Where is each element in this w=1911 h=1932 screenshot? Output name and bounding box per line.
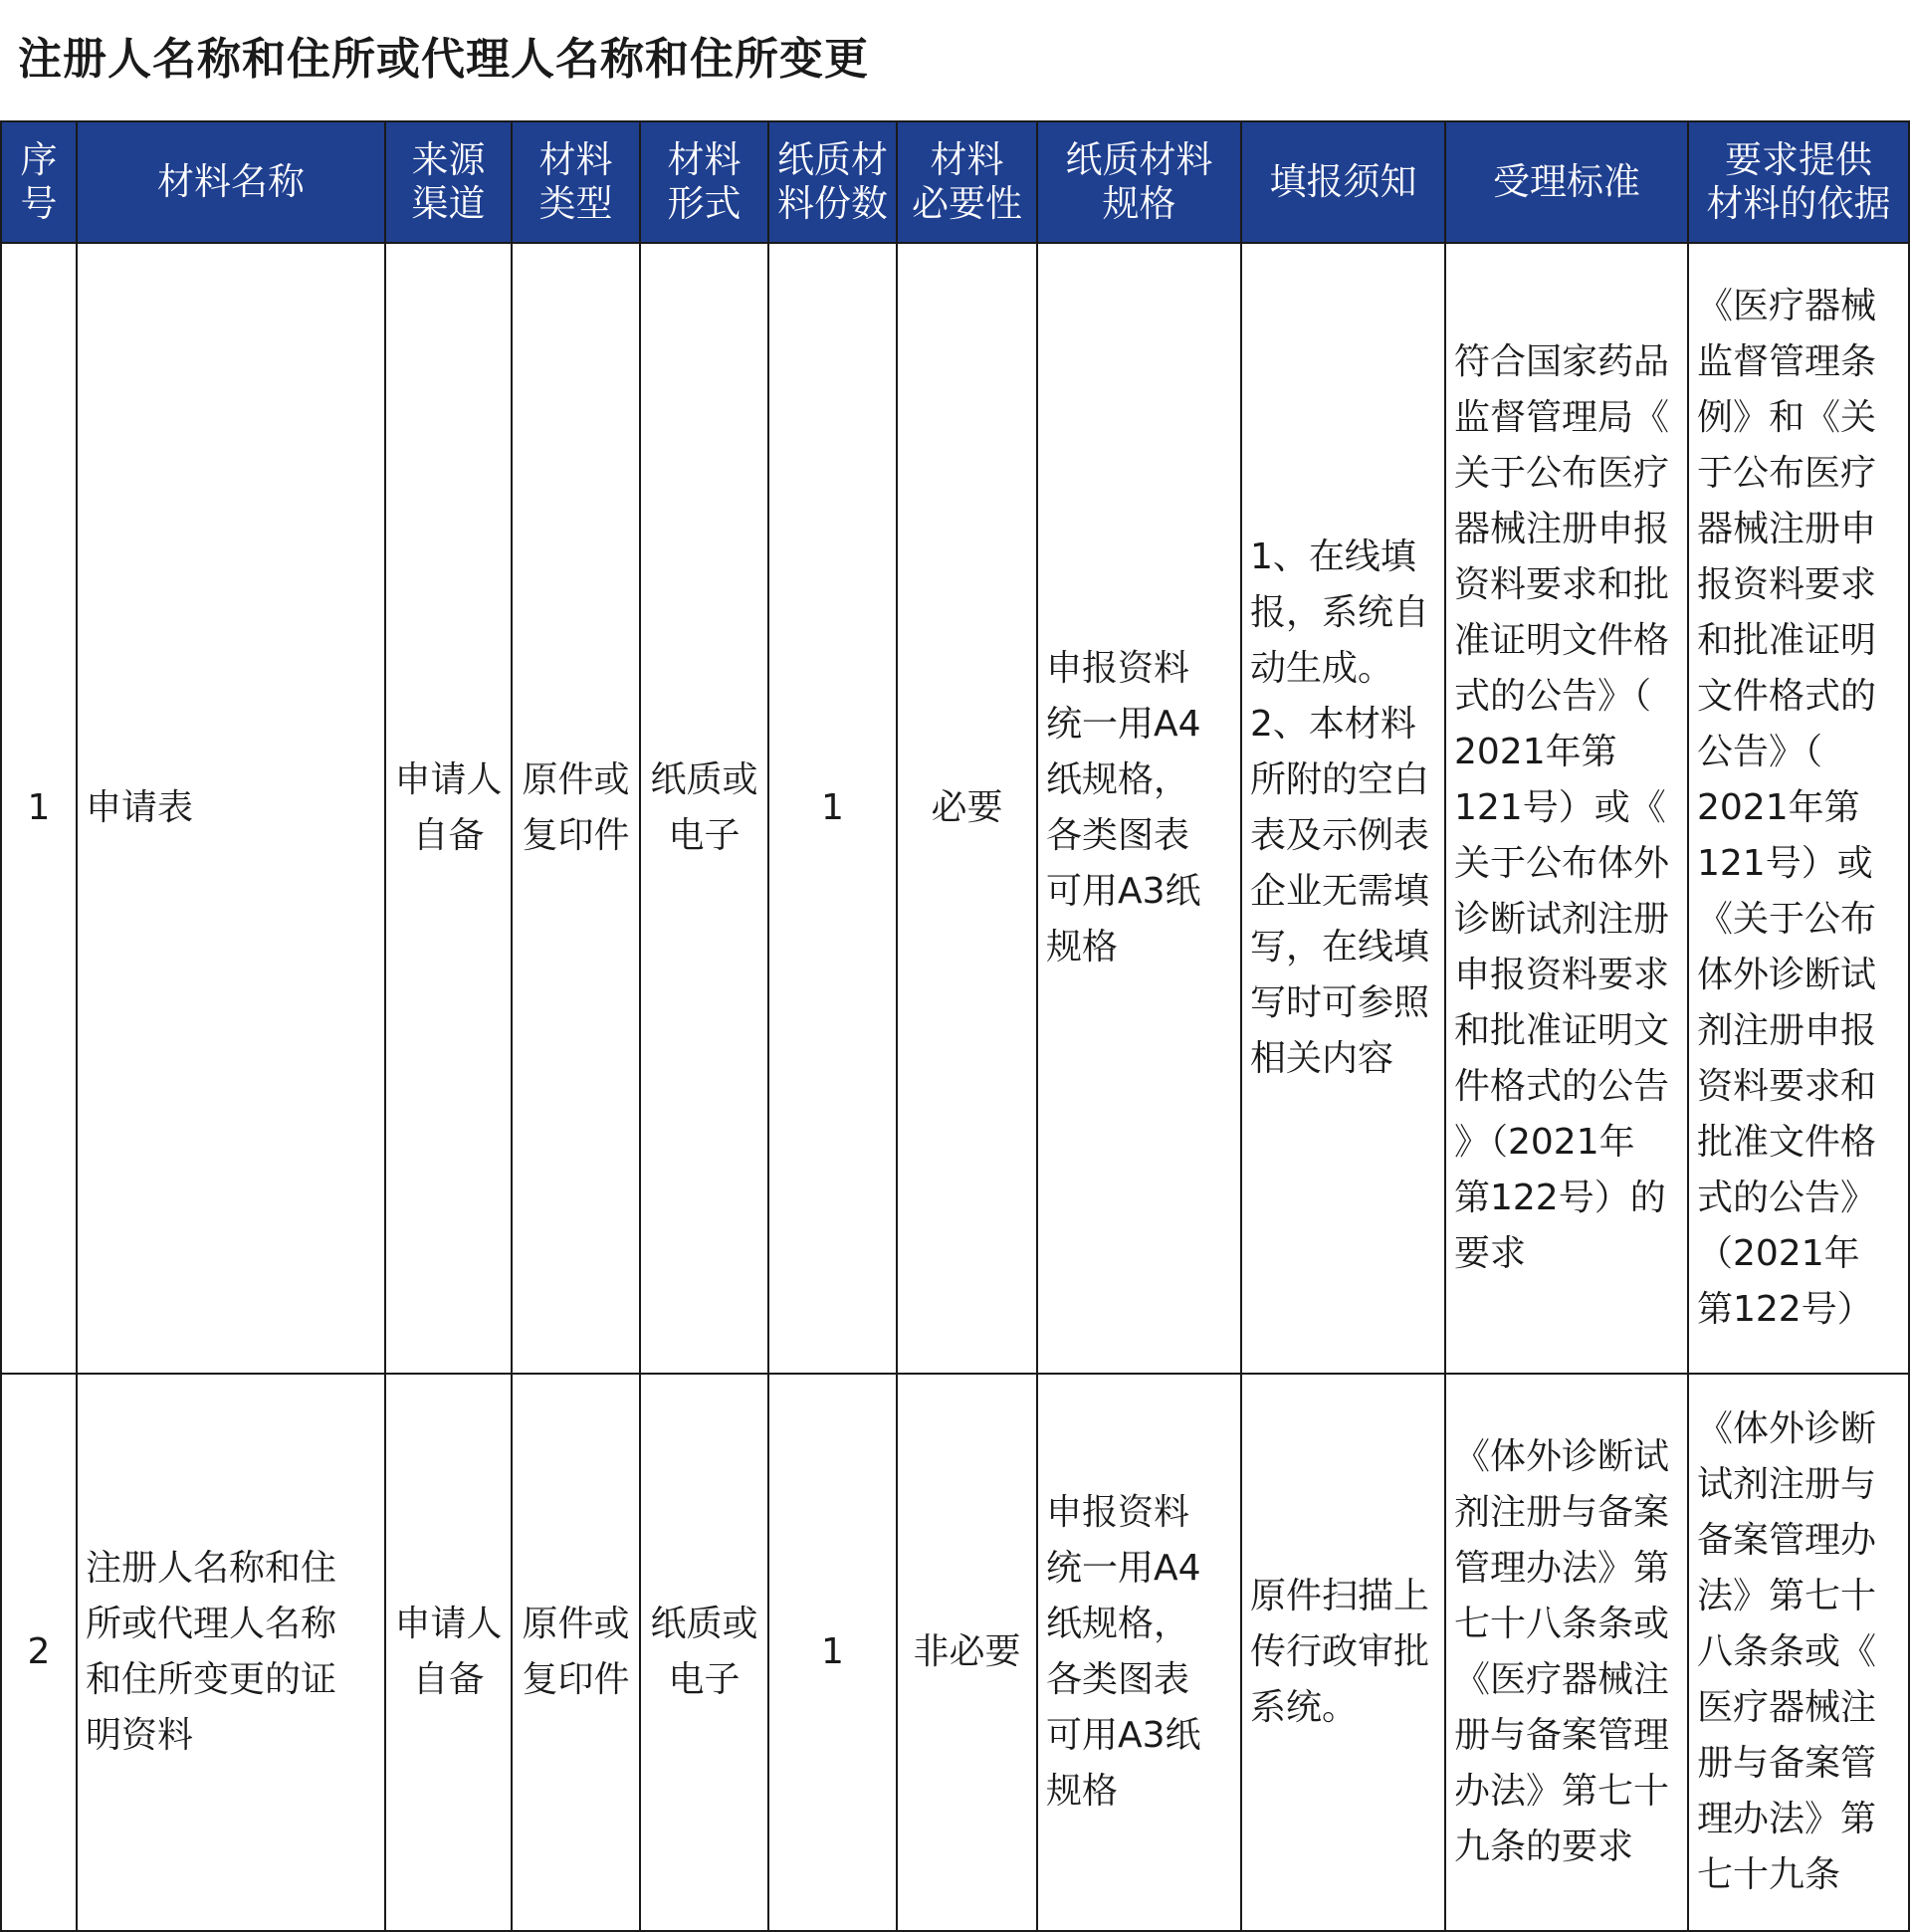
- cell-no: 2: [1, 1374, 77, 1931]
- cell-necessity: 必要: [897, 243, 1037, 1374]
- header-no: 序 号: [1, 121, 77, 243]
- cell-copies: 1: [768, 1374, 897, 1931]
- cell-paper-spec: 申报资料 统一用A4 纸规格， 各类图表 可用A3纸 规格: [1037, 243, 1241, 1374]
- header-source: 来源 渠道: [385, 121, 512, 243]
- header-fill-notes: 填报须知: [1241, 121, 1445, 243]
- cell-acceptance-standard: 《体外诊断试 剂注册与备案 管理办法》第 七十八条条或 《医疗器械注 册与备案管理 办法》第七十 九条的要求: [1445, 1374, 1688, 1931]
- cell-no: 1: [1, 243, 77, 1374]
- table-row: [1, 243, 1909, 1374]
- cell-material-form: 纸质或 电子: [640, 243, 768, 1374]
- cell-fill-notes: 1、在线填 报，系统自 动生成。 2、本材料 所附的空白 表及示例表 企业无需填 写，在线填 写时可参照 相关内容: [1241, 243, 1445, 1374]
- table-row: [1, 1374, 1909, 1931]
- header-necessity: 材料 必要性: [897, 121, 1037, 243]
- cell-material-type: 原件或 复印件: [512, 1374, 640, 1931]
- cell-basis: 《体外诊断 试剂注册与 备案管理办 法》第七十 八条条或《 医疗器械注 册与备案管 理办法》第 七十九条: [1688, 1374, 1909, 1931]
- header-copies: 纸质材 料份数: [768, 121, 897, 243]
- cell-source: 申请人 自备: [385, 1374, 512, 1931]
- header-material-type: 材料 类型: [512, 121, 640, 243]
- materials-table: [0, 120, 1910, 1932]
- cell-copies: 1: [768, 243, 897, 1374]
- header-material-form: 材料 形式: [640, 121, 768, 243]
- header-paper-spec: 纸质材料 规格: [1037, 121, 1241, 243]
- cell-source: 申请人 自备: [385, 243, 512, 1374]
- cell-necessity: 非必要: [897, 1374, 1037, 1931]
- header-material-name: 材料名称: [77, 121, 385, 243]
- cell-paper-spec: 申报资料 统一用A4 纸规格， 各类图表 可用A3纸 规格: [1037, 1374, 1241, 1931]
- cell-fill-notes: 原件扫描上 传行政审批 系统。: [1241, 1374, 1445, 1931]
- cell-acceptance-standard: 符合国家药品 监督管理局《 关于公布医疗 器械注册申报 资料要求和批 准证明文件格 式的公告》（ 2021年第 121号）或《 关于公布体外 诊断试剂注册 申报资料要求 和批准证明文 件格式的公告 》（2021年 第122号）的 要求: [1445, 243, 1688, 1374]
- cell-material-type: 原件或 复印件: [512, 243, 640, 1374]
- header-basis: 要求提供 材料的依据: [1688, 121, 1909, 243]
- cell-material-name: 申请表: [77, 243, 385, 1374]
- page-title: 注册人名称和住所或代理人名称和住所变更: [18, 34, 869, 85]
- cell-material-form: 纸质或 电子: [640, 1374, 768, 1931]
- cell-basis: 《医疗器械 监督管理条 例》和《关 于公布医疗 器械注册申 报资料要求 和批准证明 文件格式的 公告》（ 2021年第 121号）或 《关于公布 体外诊断试 剂注册申报 资料要求和 批准文件格 式的公告》 （2021年 第122号）: [1688, 243, 1909, 1374]
- header-acceptance-standard: 受理标准: [1445, 121, 1688, 243]
- cell-material-name: 注册人名称和住 所或代理人名称 和住所变更的证 明资料: [77, 1374, 385, 1931]
- table-header-row: [1, 121, 1909, 243]
